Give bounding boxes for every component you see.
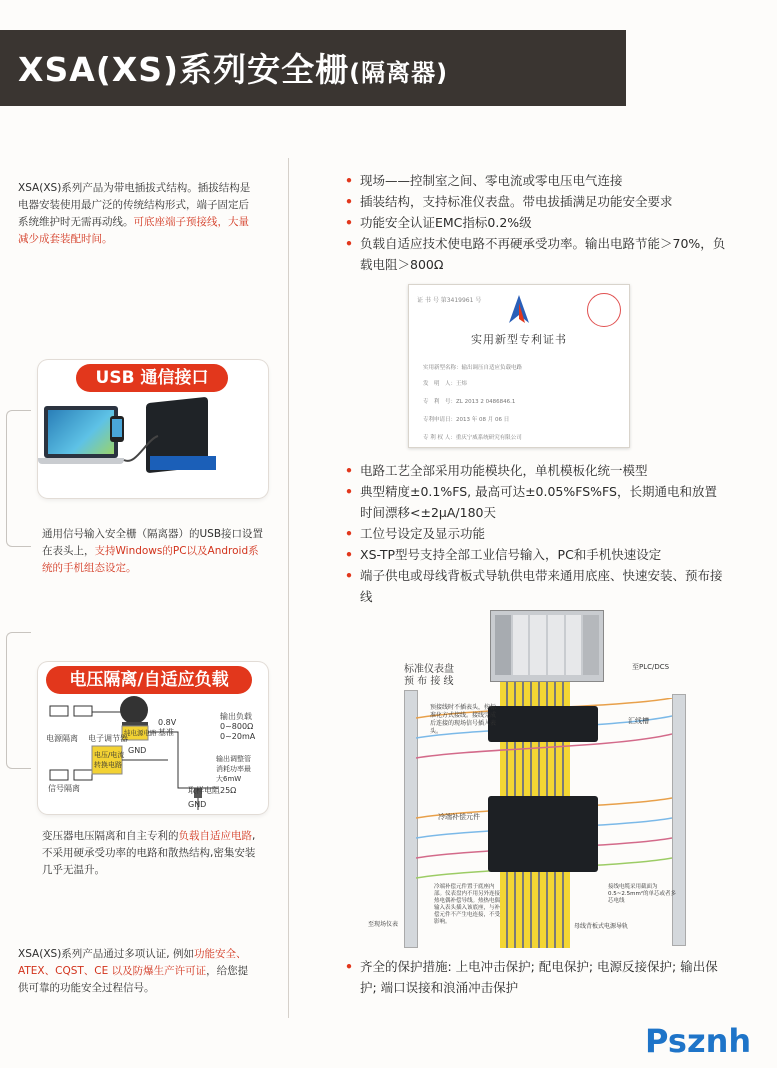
- feature-item: • 典型精度±0.1%FS, 最高可达±0.05%FS%FS，长期通电和放置时间漂移<±2μA/180天: [345, 481, 725, 523]
- intro-highlight: 可底座端子预接线，大量减少成套装配时间。: [18, 216, 249, 245]
- feature-item: • 插装结构，支持标准仪表盘。带电拔插满足功能安全要求: [345, 191, 730, 212]
- intro-text: [18, 180, 258, 248]
- feature-item: • 工位号设定及显示功能: [345, 523, 725, 544]
- label-backplane: 母线背板式电源导轨: [574, 923, 629, 930]
- stamp-icon: [587, 293, 621, 327]
- feature-item: • 齐全的保护措施: 上电冲击保护; 配电保护; 电源反接保护; 输出保护; 端口误接和浪涌冲击保护: [345, 956, 725, 998]
- installation-diagram: [360, 608, 720, 948]
- label-wire: 接线电缆采用截面为0.5~2.5mm²的单芯或者多芯电线: [608, 884, 677, 904]
- cert-line: 实用新型名称：输出调压自适应负载电路: [423, 365, 523, 371]
- title-sub: (隔离器): [349, 59, 449, 87]
- right-wiring-duct: [672, 694, 686, 946]
- label-cold-note: 冷端补偿元件置于底座内部。仪表盘内不用另外连接热电偶补偿导线。热热电偶输入表头插入该底座，与补偿元件不产生电连接，不受影响。: [434, 884, 501, 925]
- label-electronic-reg: 电子调节器: [88, 734, 128, 743]
- page-title: [18, 44, 448, 91]
- intro-plain: XSA(XS)系列产品为带电插拔式结构。插拔结构是电器安装使用最广泛的传统结构形式，端子固定后系统维护时无需再动线。: [18, 182, 251, 228]
- label-field: 至现场仪表: [368, 921, 399, 928]
- cert-text-plain2: ，给您提供可靠的功能安全过程信号。: [18, 965, 249, 994]
- feature-item: • 负载自适应技术使电路不再硬承受功率。输出电路节能＞70%，负载电阻＞800Ω: [345, 233, 730, 275]
- label-cold: 冷端补偿元件: [438, 813, 480, 821]
- isolator-module-group: [488, 796, 598, 872]
- cert-title: 实用新型专利证书: [471, 333, 567, 346]
- label-out-ctrl: 输出调整管 消耗功率最 大6mW: [216, 755, 251, 783]
- cert-number: 证 书 号 第3419961 号: [417, 297, 482, 304]
- feature-list-3: [345, 956, 725, 998]
- feature-item: • 功能安全认证EMC指标0.2%级: [345, 212, 730, 233]
- usb-cable-icon: [122, 430, 162, 470]
- brand-logo: Psznh: [645, 1022, 752, 1060]
- cert-line: 专利申请日：2013 年 08 月 06 日: [423, 417, 510, 423]
- feature-list-2: [345, 460, 725, 607]
- feature-item: • 现场——控制室之间、零电流或零电压电气连接: [345, 170, 730, 191]
- label-gnd2: GND: [188, 800, 207, 809]
- voltage-caption: [42, 828, 258, 879]
- label-dc-power: 纯电源电路: [124, 729, 157, 737]
- voltage-caption-plain1: 变压器电压隔离和自主专利的: [42, 830, 179, 842]
- laptop-icon: [44, 406, 118, 458]
- patent-certificate: [408, 284, 630, 448]
- label-out-load: 输出负载 0~800Ω 0~20mA: [220, 712, 256, 741]
- cert-text-plain1: XSA(XS)系列产品通过多项认证, 例如: [18, 948, 194, 960]
- feature-item: • 端子供电或母线背板式导轨供电带来通用底座、快速安装、预布接线: [345, 565, 725, 607]
- usb-card-title: USB 通信接口: [76, 364, 228, 392]
- usb-caption-highlight: 支持Windows的PC以及Android系统的手机组态设定。: [42, 545, 259, 574]
- label-gnd: GND: [128, 746, 147, 755]
- voltage-card-title: 电压隔离/自适应负载: [46, 666, 252, 694]
- laptop-base: [38, 458, 124, 464]
- usb-caption-plain: 通用信号输入安全栅（隔离器）的USB接口设置在表头上，: [42, 528, 264, 557]
- label-prewire: 预接线时不插表头，按标准化方式接线。接线完成后连接的现场信号插入表头。: [430, 704, 497, 735]
- label-panel: 标准仪表盘 预 布 接 线: [404, 664, 454, 687]
- label-plc: 至PLC/DCS: [632, 663, 670, 671]
- label-sig-iso: 信号隔离: [48, 784, 80, 793]
- isolator-module: [488, 706, 598, 742]
- label-power-iso: 电源隔离: [46, 734, 78, 743]
- label-zero-ctrl: 0.8V 基准: [158, 718, 177, 737]
- bracket-decoration: [6, 410, 31, 547]
- cert-line: 发 明 人：王炜: [423, 381, 468, 387]
- bracket-decoration: [6, 632, 31, 769]
- label-sample-r: 取样电阻25Ω: [188, 786, 237, 795]
- feature-item: • XS-TP型号支持全部工业信号输入，PC和手机快速设定: [345, 544, 725, 565]
- cert-line: 专 利 权 人：重庆宁威系统研究有限公司: [423, 435, 522, 441]
- cert-text: [18, 946, 254, 997]
- cert-text-highlight: 功能安全、ATEX、CQST、CE 以及防爆生产许可证: [18, 948, 247, 977]
- cert-line: 专 利 号：ZL 2013 2 0486846.1: [423, 399, 516, 405]
- label-bus: 汇线槽: [628, 717, 649, 725]
- patent-emblem-icon: [505, 293, 533, 327]
- voltage-caption-plain2: ,不采用硬承受功率的电路和散热结构,密集安装几乎无温升。: [42, 830, 256, 876]
- feature-list-1: [345, 170, 730, 275]
- voltage-caption-highlight: 负载自适应电路: [178, 830, 252, 842]
- usb-caption: [42, 526, 268, 577]
- feature-item: • 电路工艺全部采用功能模块化，单机模板化统一模型: [345, 460, 725, 481]
- usb-card: [38, 360, 268, 498]
- voltage-card: [38, 662, 268, 814]
- label-vi-conv: 电压/电流 转换电路: [94, 751, 125, 769]
- column-divider: [288, 158, 289, 1018]
- title-main: XSA(XS)系列安全栅: [18, 50, 350, 89]
- plc-rack-icon: [490, 610, 604, 682]
